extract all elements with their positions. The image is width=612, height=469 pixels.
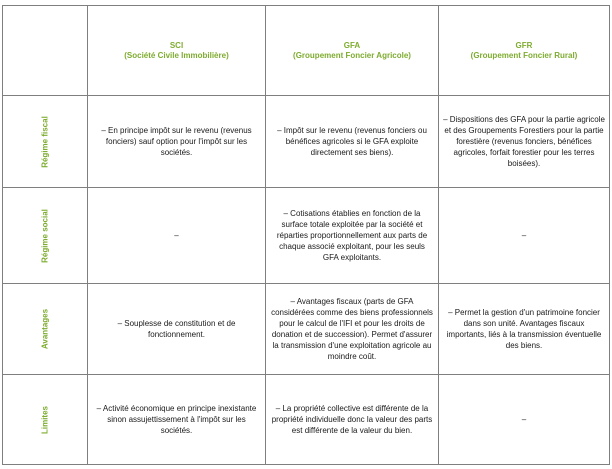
row-label-cell: [3, 375, 88, 465]
table-cell: [88, 96, 266, 188]
row-label: Régime social: [40, 208, 50, 263]
table-row-avantages: [3, 284, 610, 375]
column-title: SCI: [169, 40, 184, 50]
column-subtitle: (Société Civile Immobilière): [124, 50, 229, 60]
column-title: GFR: [515, 40, 533, 50]
table-row-regime-fiscal: [3, 96, 610, 188]
row-label-cell: [3, 188, 88, 284]
cell-text: – Activité économique en principe inexistante sinon assujettissement à l'impôt sur les sociétés.: [96, 404, 257, 435]
row-label: Limites: [40, 405, 50, 434]
table-cell: [439, 96, 610, 188]
cell-text: –: [521, 415, 527, 424]
table-cell: [88, 188, 266, 284]
table-cell: [439, 284, 610, 375]
cell-text: – Permet la gestion d'un patrimoine foncier dans son unité. Avantages fiscaux importants, liés à la transmission éventuelle des biens.: [446, 308, 602, 350]
row-label-cell: [3, 284, 88, 375]
table-cell: [266, 375, 439, 465]
table-cell: [266, 284, 439, 375]
table-cell: [439, 188, 610, 284]
cell-text: – Dispositions des GFA pour la partie agricole et des Groupements Forestiers pour la partie forestière (revenus fonciers, bénéfices agricoles, forfait forestier pour les terres boisées).: [443, 115, 605, 168]
table-cell: [88, 375, 266, 465]
header-row: [3, 6, 610, 96]
column-subtitle: (Groupement Foncier Rural): [470, 50, 578, 60]
cell-text: –: [521, 231, 527, 240]
column-header-sci: [88, 6, 266, 96]
cell-text: – La propriété collective est différente de la propriété individuelle donc la valeur des parts est différente de la valeur du bien.: [271, 404, 433, 435]
cell-text: – Avantages fiscaux (parts de GFA considérées comme des biens professionnels pour le calcul de l'IFI et pour les droits de donation et de succession). Permet d'assurer la transmission d'une exploitation agricole au moindre coût.: [271, 297, 433, 361]
table-cell: [266, 188, 439, 284]
corner-cell: [3, 6, 88, 96]
row-label: Avantages: [40, 308, 50, 350]
comparison-table: [2, 5, 610, 465]
table-cell: [439, 375, 610, 465]
cell-text: – Souplesse de constitution et de fonctionnement.: [117, 319, 236, 339]
column-title: GFA: [343, 40, 361, 50]
table-row-limites: [3, 375, 610, 465]
cell-text: – En principe impôt sur le revenu (revenus fonciers) sauf option pour l'impôt sur les sociétés.: [101, 126, 252, 157]
column-subtitle: (Groupement Foncier Agricole): [293, 50, 411, 60]
column-header-gfa: [266, 6, 439, 96]
table-cell: [266, 96, 439, 188]
cell-text: – Impôt sur le revenu (revenus fonciers ou bénéfices agricoles si le GFA exploite directement ses biens).: [277, 126, 427, 157]
row-label: Régime fiscal: [40, 115, 50, 168]
table-cell: [88, 284, 266, 375]
row-label-cell: [3, 96, 88, 188]
cell-text: – Cotisations établies en fonction de la surface totale exploitée par la société et réparties proportionnellement aux parts de chaque associé exploitant, pour les seuls GFA exploitants.: [276, 209, 428, 262]
cell-text: –: [174, 231, 179, 240]
table-row-regime-social: [3, 188, 610, 284]
column-header-gfr: [439, 6, 610, 96]
